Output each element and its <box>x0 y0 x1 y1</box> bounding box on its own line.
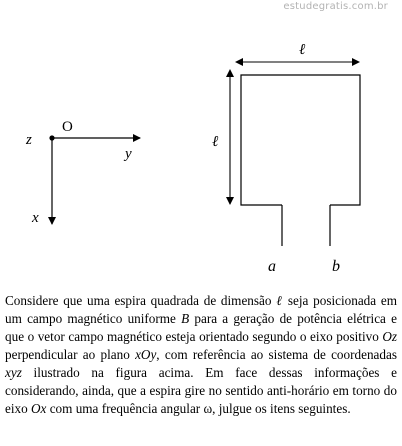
statement-text-4: perpendicular ao plano <box>5 347 136 362</box>
statement-symbol-side: ℓ <box>276 293 284 308</box>
origin-label: O <box>62 119 73 135</box>
y-axis-label: y <box>125 146 132 162</box>
statement-text-3: para a geração de potência elétrica e que o vetor campo magnético esteja orientado segundo o eixo positivo <box>5 311 397 344</box>
statement-text-2: seja posicionada em um campo magnético uniforme <box>5 293 397 326</box>
watermark-text: estudegratis.com.br <box>283 1 388 12</box>
top-side-label: ℓ <box>299 42 306 58</box>
statement-text-1: Considere que uma espira quadrada de dimensão <box>5 293 277 308</box>
statement-symbol-oz: Oz <box>382 329 397 344</box>
z-axis-label: z <box>26 132 32 148</box>
statement-symbol-xyz: xyz <box>5 365 22 380</box>
statement-text-7: com uma frequência angular ω, julgue os itens seguintes. <box>46 401 351 416</box>
x-axis-label: x <box>32 210 39 226</box>
statement-text-6: ilustrado na figura acima. Em face dessas informações e considerando, ainda, que a espira gire no sentido anti-horário em torno do eixo <box>5 365 397 416</box>
statement-symbol-ox: Ox <box>31 401 47 416</box>
left-side-label: ℓ <box>212 134 219 150</box>
problem-statement <box>5 292 397 418</box>
terminal-b-label: b <box>332 258 340 275</box>
statement-text-5: , com referência ao sistema de coordenadas <box>156 347 397 362</box>
statement-symbol-field: B <box>181 311 190 326</box>
statement-symbol-xoy: xOy <box>135 347 157 362</box>
square-loop <box>241 75 360 205</box>
terminal-a-label: a <box>268 258 276 275</box>
